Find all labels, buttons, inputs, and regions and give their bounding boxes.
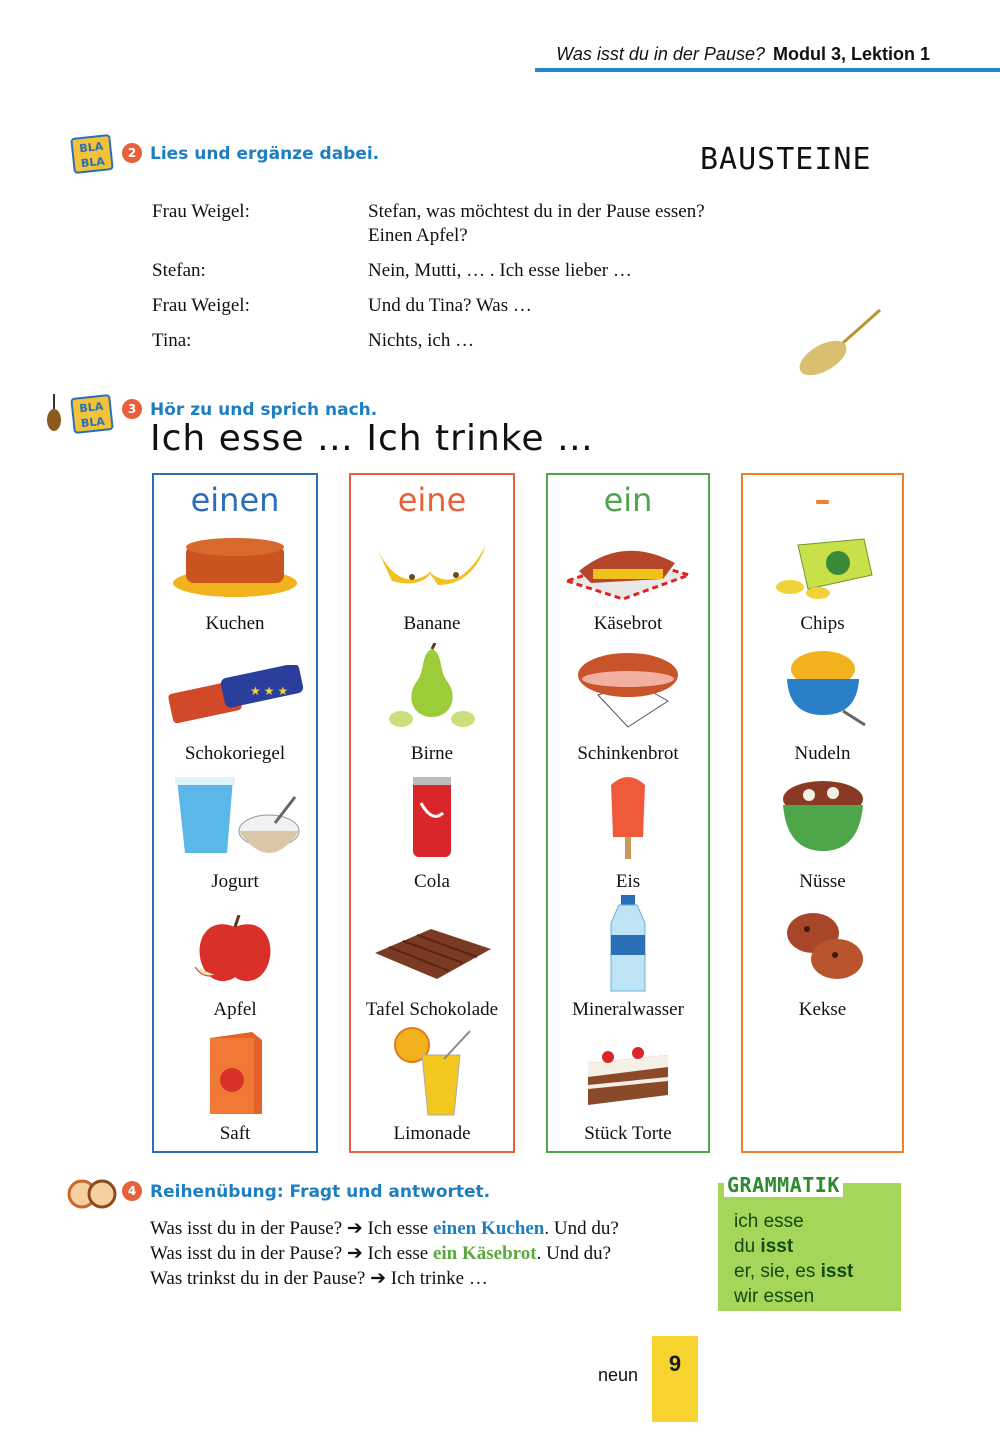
pear-icon xyxy=(387,643,477,731)
exercise-3-heading xyxy=(122,399,377,420)
dialogue-speaker: Stefan: xyxy=(152,260,206,281)
item-label: Birne xyxy=(410,743,454,764)
grammar-line xyxy=(734,1234,853,1259)
noodles-bowl-icon xyxy=(773,645,873,729)
grammar-line xyxy=(734,1259,853,1284)
audio-icon xyxy=(44,392,64,434)
column-header: eine xyxy=(397,481,467,519)
item-label: Chips xyxy=(800,613,845,634)
item-label: Schokoriegel xyxy=(184,743,286,764)
dialogue-speaker: Frau Weigel: xyxy=(152,201,250,222)
keyword-ein-kaesebrot: ein Käsebrot xyxy=(432,1243,537,1264)
exercise-4-heading xyxy=(122,1181,490,1202)
module-label: Modul 3, Lektion 1 xyxy=(772,44,930,64)
dialogue-speaker: Frau Weigel: xyxy=(152,295,250,316)
children-faces-icon xyxy=(66,1174,118,1212)
dialogue-line: Nein, Mutti, … . Ich esse lieber … xyxy=(368,260,632,281)
cake-icon xyxy=(170,535,300,599)
item-label: Jogurt xyxy=(211,871,259,892)
cake-slice-icon xyxy=(578,1033,678,1111)
keyword-einen-kuchen: einen Kuchen xyxy=(432,1218,545,1239)
item-label: Banane xyxy=(403,613,461,634)
banana-icon xyxy=(372,535,492,599)
juice-box-icon xyxy=(200,1030,270,1116)
chips-bag-icon xyxy=(768,535,878,599)
grammar-verb: isst xyxy=(760,1236,794,1257)
exercise-3-title: Hör zu und sprich nach. xyxy=(150,400,378,420)
page-number: 9 xyxy=(652,1336,698,1422)
grammar-box xyxy=(718,1173,901,1311)
column-ein xyxy=(546,473,710,1153)
bausteine-label: BAUSTEINE xyxy=(700,142,872,177)
exercise-2-number: 2 xyxy=(122,143,142,163)
column-einen xyxy=(152,473,318,1153)
chocolate-tablet-icon xyxy=(367,925,497,983)
exercise-4-title: Reihenübung: Fragt und antwortet. xyxy=(150,1182,491,1202)
chocolate-bar-icon xyxy=(160,665,310,729)
item-label: Nudeln xyxy=(794,743,851,764)
food-item xyxy=(743,645,902,765)
item-label: Tafel Schokolade xyxy=(365,999,499,1020)
food-item xyxy=(154,665,316,765)
grammar-line: ich esse xyxy=(734,1211,804,1232)
lesson-title: Was isst du in der Pause? xyxy=(556,44,765,64)
header-rule xyxy=(535,68,1000,72)
exercise-2-title: Lies und ergänze dabei. xyxy=(150,144,380,164)
speech-icon: BLA BLA xyxy=(70,134,114,174)
item-label: Schinkenbrot xyxy=(577,743,679,764)
text-segment: . Und du? Was trinkst du in der Pause? ➔ Ich trinke … xyxy=(150,1243,611,1289)
cola-can-icon xyxy=(407,773,457,859)
food-item xyxy=(548,645,708,765)
cheese-sandwich-icon xyxy=(563,535,693,601)
dialogue-line: Einen Apfel? xyxy=(368,225,468,246)
exercise-3-number: 3 xyxy=(122,399,142,419)
food-item xyxy=(154,535,316,635)
svg-text:★ ★ ★: ★ ★ ★ xyxy=(250,684,289,698)
apple-icon xyxy=(185,915,285,985)
column-header: – xyxy=(814,481,831,519)
item-label: Limonade xyxy=(393,1123,471,1144)
item-label: Stück Torte xyxy=(584,1123,672,1144)
item-label: Saft xyxy=(219,1123,251,1144)
item-label: Kekse xyxy=(798,999,847,1020)
food-item xyxy=(351,643,513,765)
food-item xyxy=(351,535,513,635)
food-item xyxy=(154,1030,316,1145)
food-item xyxy=(743,775,902,893)
page-number-word: neun xyxy=(598,1365,639,1385)
column-eine xyxy=(349,473,515,1153)
item-label: Cola xyxy=(414,871,450,892)
food-item xyxy=(743,905,902,1021)
item-label: Mineralwasser xyxy=(572,999,684,1020)
exercise-2-heading xyxy=(122,143,379,164)
ice-lolly-icon xyxy=(603,775,653,863)
ham-sandwich-icon xyxy=(568,645,688,729)
food-item xyxy=(351,925,513,1021)
food-item xyxy=(154,775,316,893)
column-header: einen xyxy=(190,481,280,519)
item-label: Eis xyxy=(615,871,641,892)
food-item xyxy=(548,895,708,1021)
dialogue-line: Stefan, was möchtest du in der Pause essen? xyxy=(368,201,705,222)
dialogue-line: Nichts, ich … xyxy=(368,330,475,351)
trowel-icon xyxy=(795,300,885,380)
running-header xyxy=(556,44,930,65)
food-item xyxy=(548,775,708,893)
food-item xyxy=(548,1033,708,1145)
text-segment: Was isst du in der Pause? ➔ Ich esse xyxy=(150,1218,433,1239)
food-item xyxy=(351,1025,513,1145)
exercise-3-big-title: Ich esse … Ich trinke … xyxy=(150,418,594,459)
food-item xyxy=(154,915,316,1021)
item-label: Käsebrot xyxy=(593,613,663,634)
grammar-title: GRAMMATIK xyxy=(724,1173,843,1197)
nuts-bowl-icon xyxy=(773,775,873,857)
item-label: Nüsse xyxy=(799,871,846,892)
yogurt-icon xyxy=(165,775,305,857)
item-label: Kuchen xyxy=(205,613,265,634)
water-bottle-icon xyxy=(605,895,651,995)
exercise-4-text xyxy=(150,1216,620,1291)
grammar-verb: isst xyxy=(820,1261,854,1282)
speech-icon: BLA BLA xyxy=(70,394,114,434)
grammar-pronoun: er, sie, es xyxy=(734,1261,821,1282)
cookies-icon xyxy=(773,905,873,985)
food-item xyxy=(743,535,902,635)
lemonade-icon xyxy=(382,1025,482,1117)
food-item xyxy=(548,535,708,635)
text-segment: . Und du? Was isst du in der Pause? ➔ Ich esse xyxy=(150,1218,619,1264)
item-label: Apfel xyxy=(213,999,257,1020)
grammar-lines xyxy=(734,1209,853,1309)
column-no-article xyxy=(741,473,904,1153)
grammar-line: wir essen xyxy=(734,1286,815,1307)
column-header: ein xyxy=(603,481,653,519)
grammar-pronoun: du xyxy=(734,1236,761,1257)
exercise-4-number: 4 xyxy=(122,1181,142,1201)
dialogue-speaker: Tina: xyxy=(152,330,192,351)
food-item xyxy=(351,773,513,893)
dialogue-line: Und du Tina? Was … xyxy=(368,295,532,316)
